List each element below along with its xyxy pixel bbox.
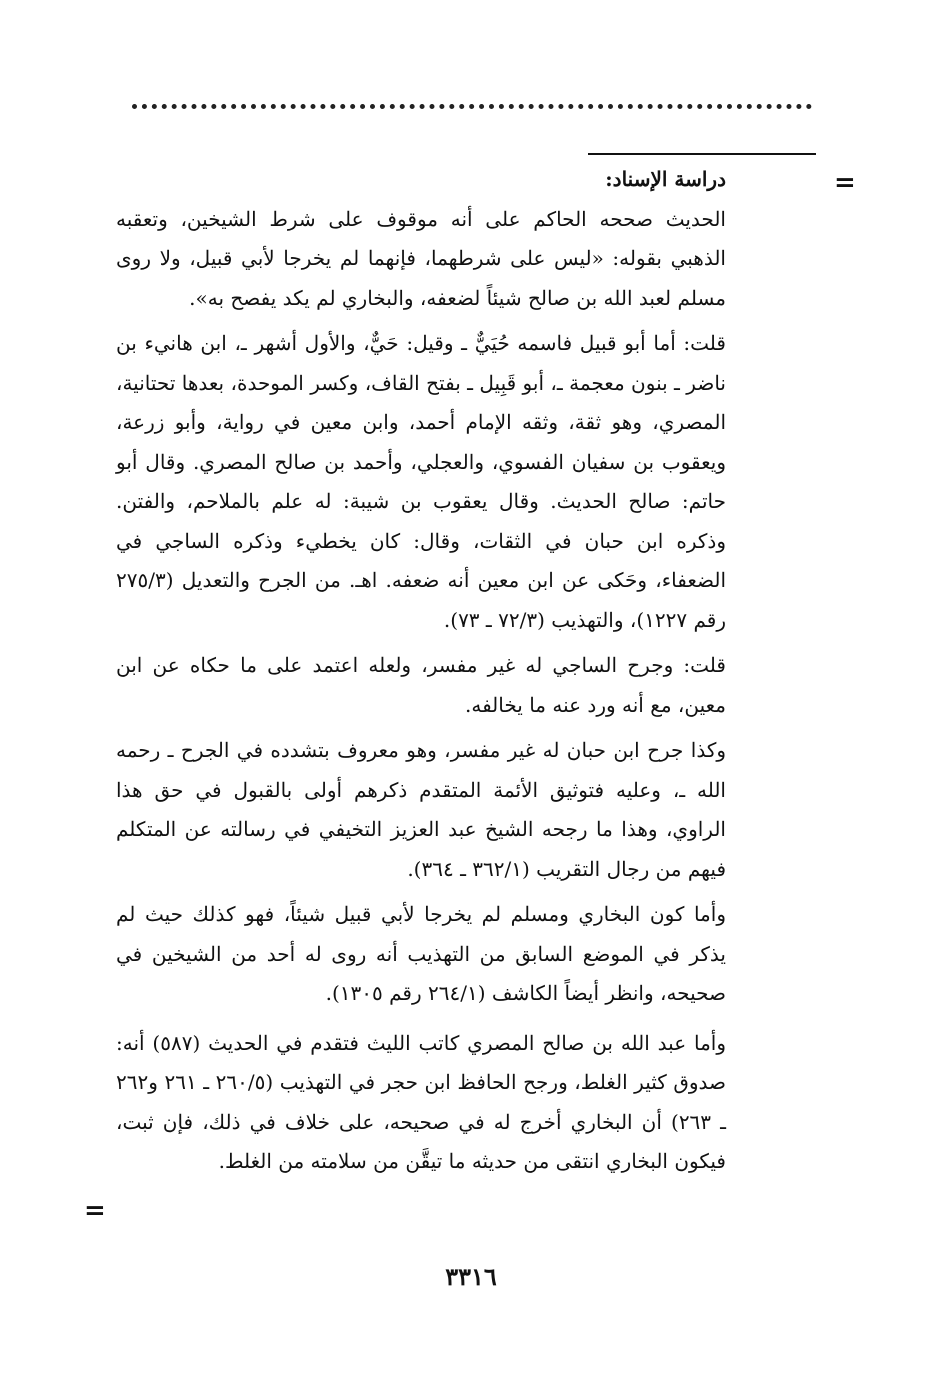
paragraph-4: وكذا جرح ابن حبان له غير مفسر، وهو معروف بتشدده في الجرح ـ رحمه الله ـ، وعليه فتوثيق الأئمة المتقدم ذكرهم أولى بالقبول في حق هذا الراوي، وهذا ما رجحه الشيخ عبد العزيز التخيفي في رسالته عن المتكلم فيهم من رجال التقريب (٣٦٢/١ ـ ٣٦٤). [116,738,726,881]
paragraph-2: قلت: أما أبو قبيل فاسمه حُيَيٌّ ـ وقيل: حَيٌّ، والأول أشهر ـ، ابن هانيء بن ناضر ـ بنون معجمة ـ، أبو قَبِيل ـ بفتح القاف، وكسر الموحدة، بعدها تحتانية، المصري، وهو ثقة، وثقه الإمام أحمد، وابن معين في رواية، وأبو زرعة، ويعقوب بن سفيان الفسوي، والعجلي، وأحمد بن صالح المصري. وقال أبو حاتم: صالح الحديث. وقال يعقوب بن شيبة: له علم بالملاحم، والفتن. وذكره ابن حبان في الثقات، وقال: كان يخطيء وذكره الساجي في الضعفاء، وحَكى عن ابن معين أنه ضعفه. اهـ. من الجرح والتعديل (٢٧٥/٣ رقم ١٢٢٧)، والتهذيب (٧٢/٣ ـ ٧٣). [116,331,726,632]
paragraph-6: وأما عبد الله بن صالح المصري كاتب الليث فتقدم في الحديث (٥٨٧) أنه: صدوق كثير الغلط، ورجح الحافظ ابن حجر في التهذيب (٢٦٠/٥ ـ ٢٦١ و٢٦٢ ـ ٢٦٣) أن البخاري أخرج له في صحيحه، على خلاف في ذلك، فإن ثبت، فيكون البخاري انتقى من حديثه ما تيقَّن من سلامته من الغلط. [116,1030,727,1173]
margin-mark-bottom: = [84,1196,106,1226]
paragraph-3: قلت: وجرح الساجي له غير مفسر، ولعله اعتمد على ما حكاه عن ابن معين، مع أنه ورد عنه ما يخالفه. [116,653,726,717]
main-text [116,160,726,1182]
margin-mark-top: = [834,168,856,198]
heading-rule [588,153,816,155]
page-number: ٣٣١٦ [445,1262,497,1291]
paragraph-1: الحديث صححه الحاكم على أنه موقوف على شرط الشيخين، وتعقبه الذهبي بقوله: «ليس على شرطهما، فإنهما لم يخرجا لأبي قبيل، ولا روى مسلم لعبد الله بن صالح شيئاً لضعفه، والبخاري لم يكد يفصح به». [116,206,726,310]
paragraph-5: وأما كون البخاري ومسلم لم يخرجا لأبي قبيل شيئاً، فهو كذلك حيث لم يذكر في الموضع السابق من التهذيب أنه روى له أحد من الشيخين في صحيحه، وانظر أيضاً الكاشف (٢٦٤/١ رقم ١٣٠٥). [116,902,726,1005]
section-heading: دراسة الإسناد: [605,167,726,191]
dotted-separator [132,104,812,109]
